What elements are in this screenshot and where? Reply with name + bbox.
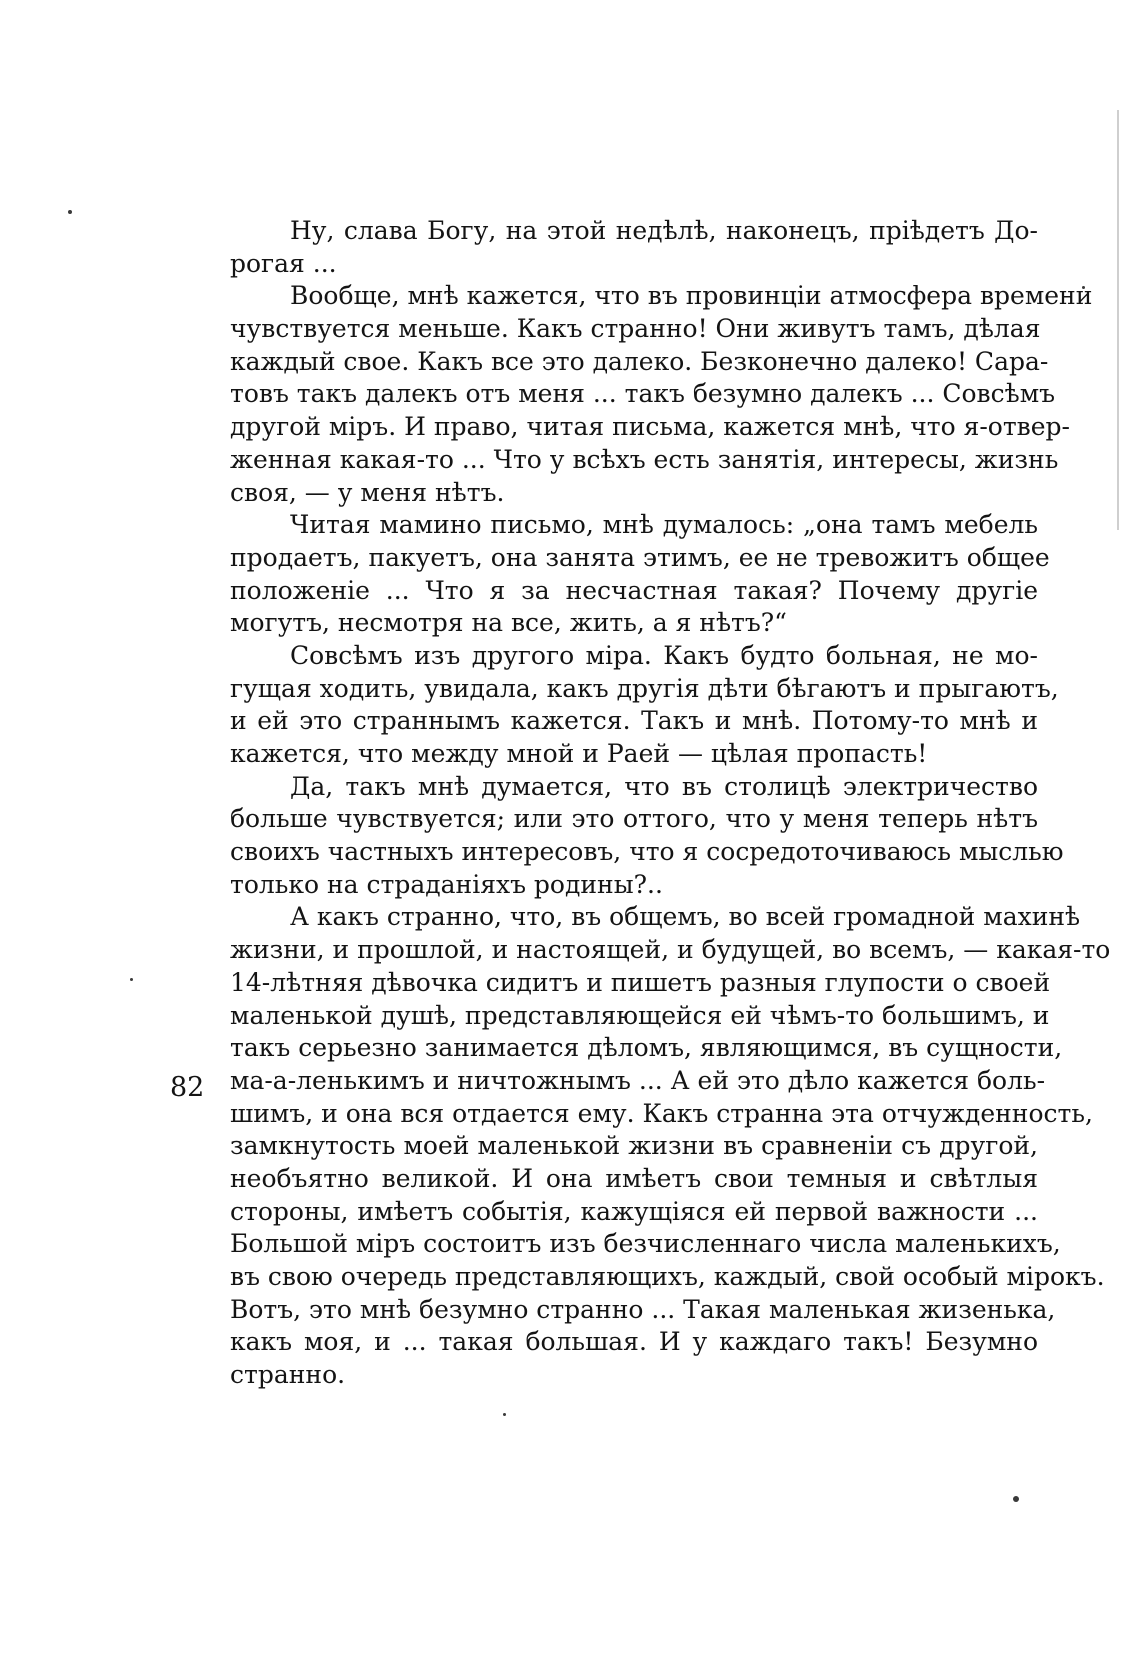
paragraph: [170, 509, 1050, 640]
scan-edge-mark: [1117, 110, 1119, 530]
text-line: чувствуется меньше. Какъ странно! Они живутъ тамъ, дѣлая: [230, 314, 1041, 344]
text-line: странно.: [230, 1360, 346, 1390]
scan-speck: [130, 978, 133, 981]
text-line: своя, — у меня нѣтъ.: [230, 477, 505, 507]
text-line: могутъ, несмотря на все, жить, а я нѣтъ?“: [230, 608, 787, 638]
text-line: товъ такъ далекъ отъ меня ... такъ безумно далекъ ... Совсѣмъ: [230, 379, 1056, 409]
text-line: Вотъ, это мнѣ безумно странно ... Такая маленькая жизенька,: [230, 1294, 1056, 1324]
text-line: положеніе ... Что я за несчастная такая? Почему другіе: [230, 575, 1038, 605]
text-line: каждый свое. Какъ все это далеко. Безконечно далеко! Сара-: [230, 346, 1049, 376]
paragraph: [170, 771, 1064, 902]
text-line: А какъ странно, что, въ общемъ, во всей громадной махинѣ: [290, 902, 1081, 932]
paragraph: [170, 280, 1093, 509]
text-line: и ей это страннымъ кажется. Такъ и мнѣ. Потому-то мнѣ и: [230, 706, 1038, 736]
text-line: женная какая-то ... Что у всѣхъ есть занятія, интересы, жизнь: [230, 444, 1059, 474]
paragraph: [170, 640, 1059, 771]
text-line: въ свою очередь представляющихъ, каждый, свой особый мірокъ.: [230, 1262, 1105, 1291]
text-line: стороны, имѣетъ событія, кажущіяся ей первой важности ...: [230, 1196, 1038, 1226]
text-line: Большой міръ состоитъ изъ безчисленнаго числа маленькихъ,: [230, 1229, 1061, 1259]
text-line: 14-лѣтняя дѣвочка сидитъ и пишетъ разныя глупости о своей: [230, 967, 1051, 997]
text-line: Ну, слава Богу, на этой недѣлѣ, наконецъ, пріѣдетъ До-: [290, 216, 1038, 245]
text-line: какъ моя, и ... такая большая. И у каждаго такъ! Безумно: [230, 1327, 1038, 1357]
text-line: продаетъ, пакуетъ, она занята этимъ, ее не тревожитъ общее: [230, 542, 1050, 572]
text-line: рогая ...: [230, 248, 337, 278]
scan-speck: [503, 1413, 506, 1416]
paragraph: [170, 901, 1111, 1391]
text-line: маленькой душѣ, представляющейся ей чѣмъ-то большимъ, и: [230, 1000, 1050, 1030]
text-line: гущая ходить, увидала, какъ другія дѣти бѣгаютъ и прыгаютъ,: [230, 673, 1059, 703]
text-line: Да, такъ мнѣ думается, что въ столицѣ электричество: [290, 771, 1038, 801]
text-line: своихъ частныхъ интересовъ, что я сосредоточиваюсь мыслью: [230, 837, 1064, 867]
text-line: шимъ, и она вся отдается ему. Какъ странна эта отчужденность,: [230, 1098, 1093, 1128]
paragraph: [170, 215, 1038, 280]
text-line: больше чувствуется; или это оттого, что у меня теперь нѣтъ: [230, 804, 1038, 834]
text-line: только на страданіяхъ родины?..: [230, 869, 663, 899]
text-line: ма-а-ленькимъ и ничтожнымъ ... А ей это дѣло кажется боль-: [230, 1065, 1046, 1095]
text-line: такъ серьезно занимается дѣломъ, являющимся, въ сущности,: [230, 1033, 1063, 1063]
text-line: Вообще, мнѣ кажется, что въ провинціи атмосфера времени: [290, 281, 1093, 311]
scan-speck: [68, 210, 72, 214]
text-line: кажется, что между мной и Раей — цѣлая пропасть!: [230, 739, 928, 768]
body-text: [170, 215, 1111, 1392]
page-number: 82: [170, 1072, 205, 1103]
text-line: необъятно великой. И она имѣетъ свои темныя и свѣтлыя: [230, 1163, 1038, 1193]
text-line: Читая мамино письмо, мнѣ думалось: „она тамъ мебель: [290, 510, 1038, 540]
scan-speck: [1013, 1496, 1019, 1502]
text-line: замкнутость моей маленькой жизни въ сравненіи съ другой,: [230, 1131, 1038, 1161]
text-line: жизни, и прошлой, и настоящей, и будущей, во всемъ, — какая-то: [230, 935, 1111, 965]
text-line: Совсѣмъ изъ другого міра. Какъ будто больная, не мо-: [290, 640, 1038, 670]
text-line: другой міръ. И право, читая письма, кажется мнѣ, что я-отвер-: [230, 412, 1071, 442]
